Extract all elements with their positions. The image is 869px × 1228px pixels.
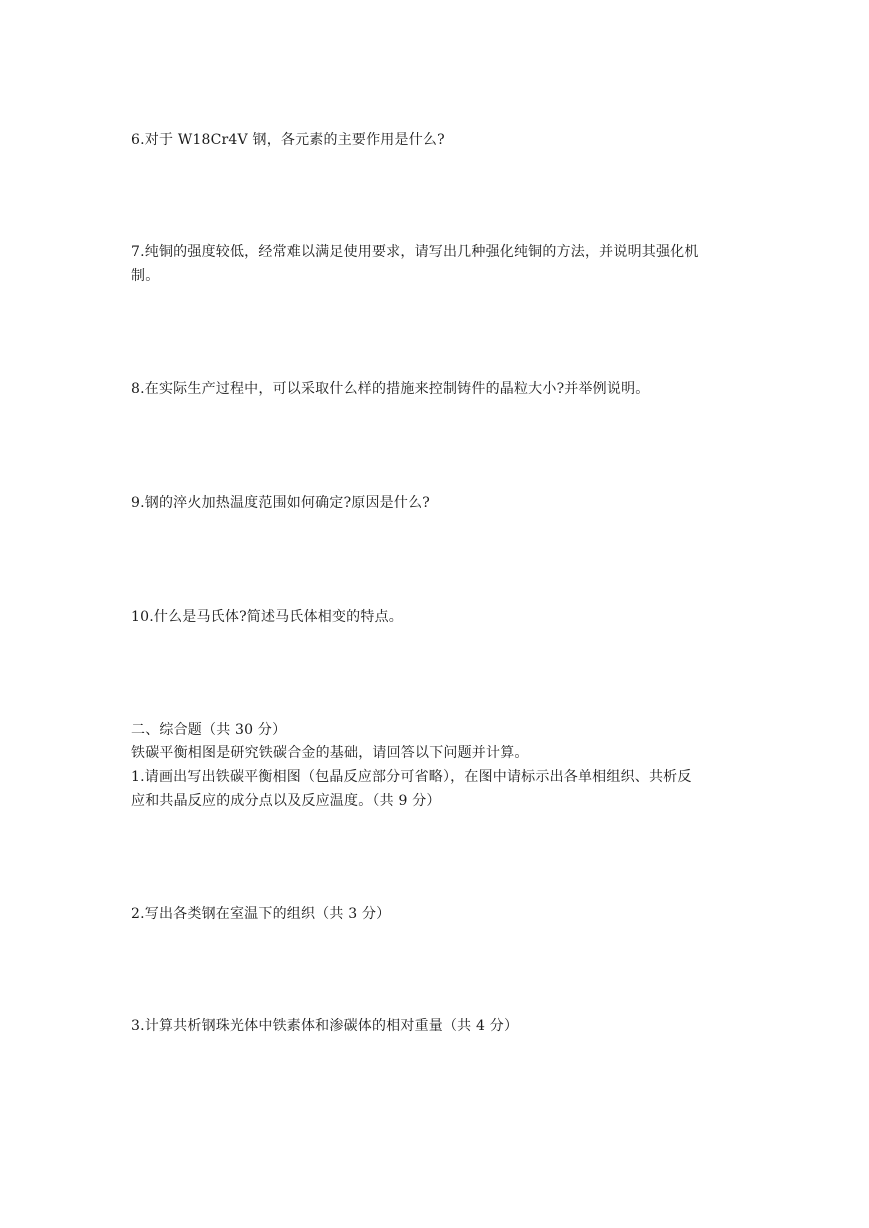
question-6-number: 6. <box>131 132 145 148</box>
section-2-item-1-number: 1. <box>131 769 145 785</box>
section-2-item-3 <box>131 1017 751 1035</box>
question-8-number: 8. <box>131 381 145 397</box>
section-2-item-3-text: 计算共析钢珠光体中铁素体和渗碳体的相对重量（共 4 分） <box>144 1018 519 1034</box>
section-2-item-1-text: 请画出写出铁碳平衡相图（包晶反应部分可省略），在图中请标示出各单相组织、共析反 <box>144 769 692 785</box>
section-2-item-1-continued <box>131 792 751 810</box>
section-2-item-1 <box>131 768 751 786</box>
question-10-text: 什么是马氏体?简述马氏体相变的特点。 <box>153 609 403 625</box>
section-2-intro: 铁碳平衡相图是研究铁碳合金的基础，请回答以下问题并计算。 <box>131 745 529 761</box>
question-10 <box>131 608 751 626</box>
question-8 <box>131 380 751 398</box>
question-9 <box>131 494 751 512</box>
section-2-item-2-number: 2. <box>131 906 145 922</box>
question-9-number: 9. <box>131 495 145 511</box>
section-2-heading: 二、综合题（共 30 分） <box>131 722 287 738</box>
section-2-item-2-text: 写出各类钢在室温下的组织（共 3 分） <box>144 906 391 922</box>
question-8-text: 在实际生产过程中，可以采取什么样的措施来控制铸件的晶粒大小?并举例说明。 <box>144 381 650 397</box>
question-6-text: 对于 W18Cr4V 钢，各元素的主要作用是什么? <box>144 132 445 148</box>
question-7-continued <box>131 267 751 285</box>
question-6 <box>131 131 751 149</box>
section-2-item-1-text-line2: 应和共晶反应的成分点以及反应温度。（共 9 分） <box>131 793 441 809</box>
question-7-text: 纯铜的强度较低，经常难以满足使用要求，请写出几种强化纯铜的方法，并说明其强化机 <box>144 244 699 260</box>
question-7-number: 7. <box>131 244 145 260</box>
question-10-number: 10. <box>131 609 154 625</box>
question-9-text: 钢的淬火加热温度范围如何确定?原因是什么? <box>144 495 430 511</box>
question-7 <box>131 243 751 261</box>
section-2-item-3-number: 3. <box>131 1018 145 1034</box>
question-7-text-line2: 制。 <box>131 268 160 284</box>
section-2-item-2 <box>131 905 751 923</box>
